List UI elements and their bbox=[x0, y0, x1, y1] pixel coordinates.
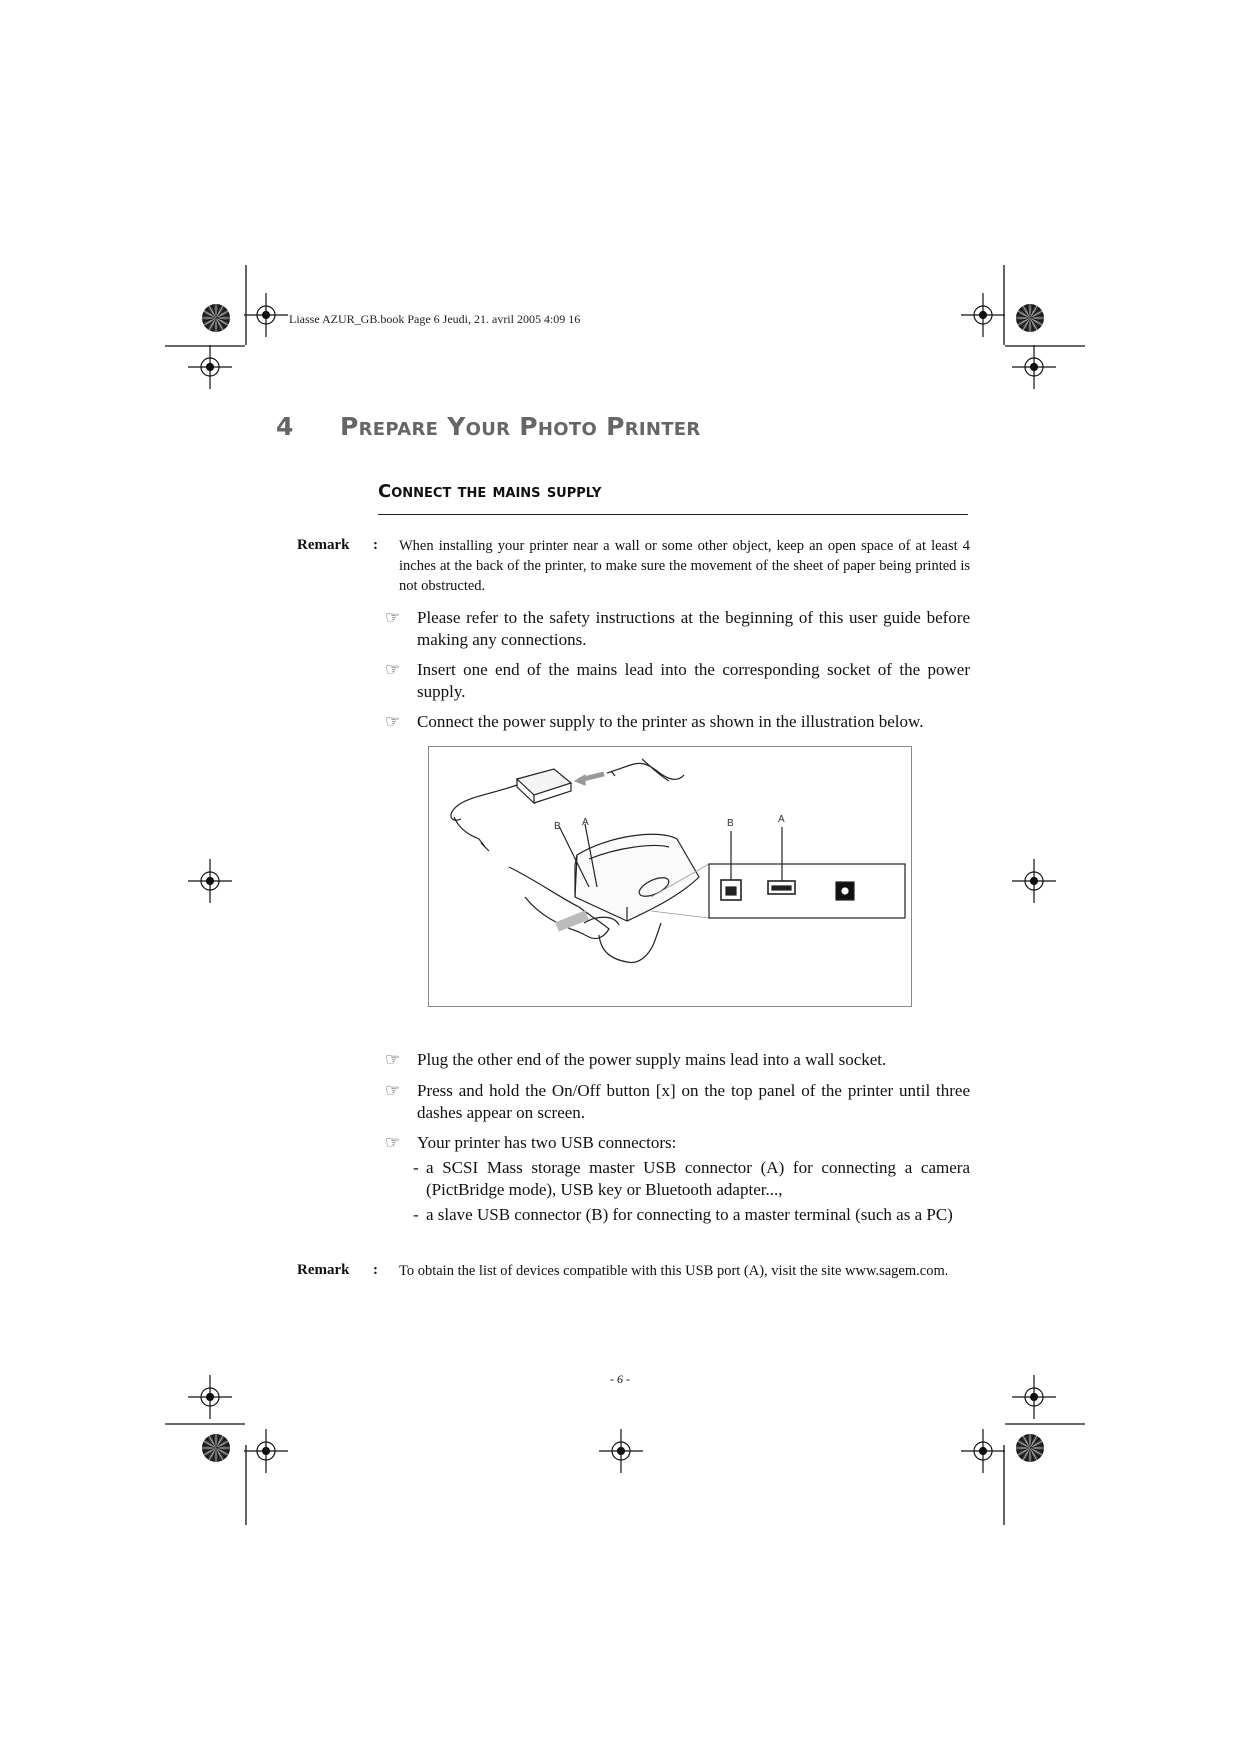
list-item-text: Plug the other end of the power supply mains lead into a wall socket. bbox=[417, 1050, 887, 1069]
chapter-number: 4 bbox=[276, 412, 294, 441]
list-item-text: Please refer to the safety instructions at the beginning of this user guide before making any connections. bbox=[417, 608, 970, 649]
usb-item-text: a SCSI Mass storage master USB connector (A) for connecting a camera (PictBridge mode), USB key or Bluetooth adapter..., bbox=[426, 1158, 970, 1199]
registration-mark-icon bbox=[961, 293, 1005, 337]
section-rule bbox=[378, 514, 968, 515]
dash-marker: - bbox=[413, 1205, 419, 1224]
book-file-header: Liasse AZUR_GB.book Page 6 Jeudi, 21. avril 2005 4:09 16 bbox=[289, 312, 581, 326]
list-item-text: Your printer has two USB connectors: bbox=[417, 1133, 677, 1152]
list-item-text: Insert one end of the mains lead into the corresponding socket of the power supply. bbox=[417, 660, 970, 701]
print-color-wheel-icon bbox=[1016, 304, 1044, 332]
label-b-left: B bbox=[554, 821, 561, 832]
usb-item-text: a slave USB connector (B) for connecting to a master terminal (such as a PC) bbox=[426, 1205, 953, 1224]
pointing-hand-icon: ☞ bbox=[385, 660, 401, 679]
registration-mark-icon bbox=[188, 345, 232, 389]
remark-text: When installing your printer near a wall or some other object, keep an open space of at least 4 inches at the back of the printer, to make sure the movement of the sheet of paper being printed is not obstructed. bbox=[399, 538, 970, 594]
chapter-title: Prepare Your Photo Printer bbox=[340, 412, 701, 441]
list-item bbox=[385, 711, 970, 733]
remark-label: Remark bbox=[297, 537, 350, 553]
print-color-wheel-icon bbox=[202, 1434, 230, 1462]
pointing-hand-icon: ☞ bbox=[385, 608, 401, 627]
list-item bbox=[385, 1049, 970, 1071]
remark-label: Remark bbox=[297, 1262, 350, 1278]
list-item bbox=[385, 1132, 970, 1154]
pointing-hand-icon: ☞ bbox=[385, 1050, 401, 1069]
print-color-wheel-icon bbox=[202, 304, 230, 332]
label-b-right: B bbox=[727, 818, 734, 829]
list-item-text: Press and hold the On/Off button [x] on the top panel of the printer until three dashes appear on screen. bbox=[417, 1081, 970, 1122]
registration-mark-icon bbox=[244, 293, 288, 337]
section-title: Connect the mains supply bbox=[378, 481, 602, 502]
usb-list-item bbox=[413, 1204, 970, 1226]
page-number: - 6 - bbox=[610, 1372, 630, 1386]
remark-colon: : bbox=[373, 537, 378, 553]
registration-mark-icon bbox=[188, 859, 232, 903]
registration-mark-icon bbox=[599, 1429, 643, 1473]
dash-marker: - bbox=[413, 1158, 419, 1177]
pointing-hand-icon: ☞ bbox=[385, 712, 401, 731]
printer-connection-drawing bbox=[429, 747, 911, 1006]
list-item bbox=[385, 659, 970, 703]
print-color-wheel-icon bbox=[1016, 1434, 1044, 1462]
pointing-hand-icon: ☞ bbox=[385, 1081, 401, 1100]
list-item bbox=[385, 1080, 970, 1124]
list-item-text: Connect the power supply to the printer as shown in the illustration below. bbox=[417, 712, 924, 731]
list-item bbox=[385, 607, 970, 651]
registration-mark-icon bbox=[1012, 345, 1056, 389]
connection-illustration bbox=[428, 746, 912, 1007]
pointing-hand-icon: ☞ bbox=[385, 1133, 401, 1152]
registration-mark-icon bbox=[1012, 859, 1056, 903]
registration-mark-icon bbox=[244, 1429, 288, 1473]
usb-list-item bbox=[413, 1157, 970, 1201]
remark-text: To obtain the list of devices compatible with this USB port (A), visit the site www.sagem.com. bbox=[399, 1263, 949, 1279]
label-a-left: A bbox=[582, 817, 589, 828]
remark-colon: : bbox=[373, 1262, 378, 1278]
label-a-right: A bbox=[778, 814, 785, 825]
registration-mark-icon bbox=[961, 1429, 1005, 1473]
